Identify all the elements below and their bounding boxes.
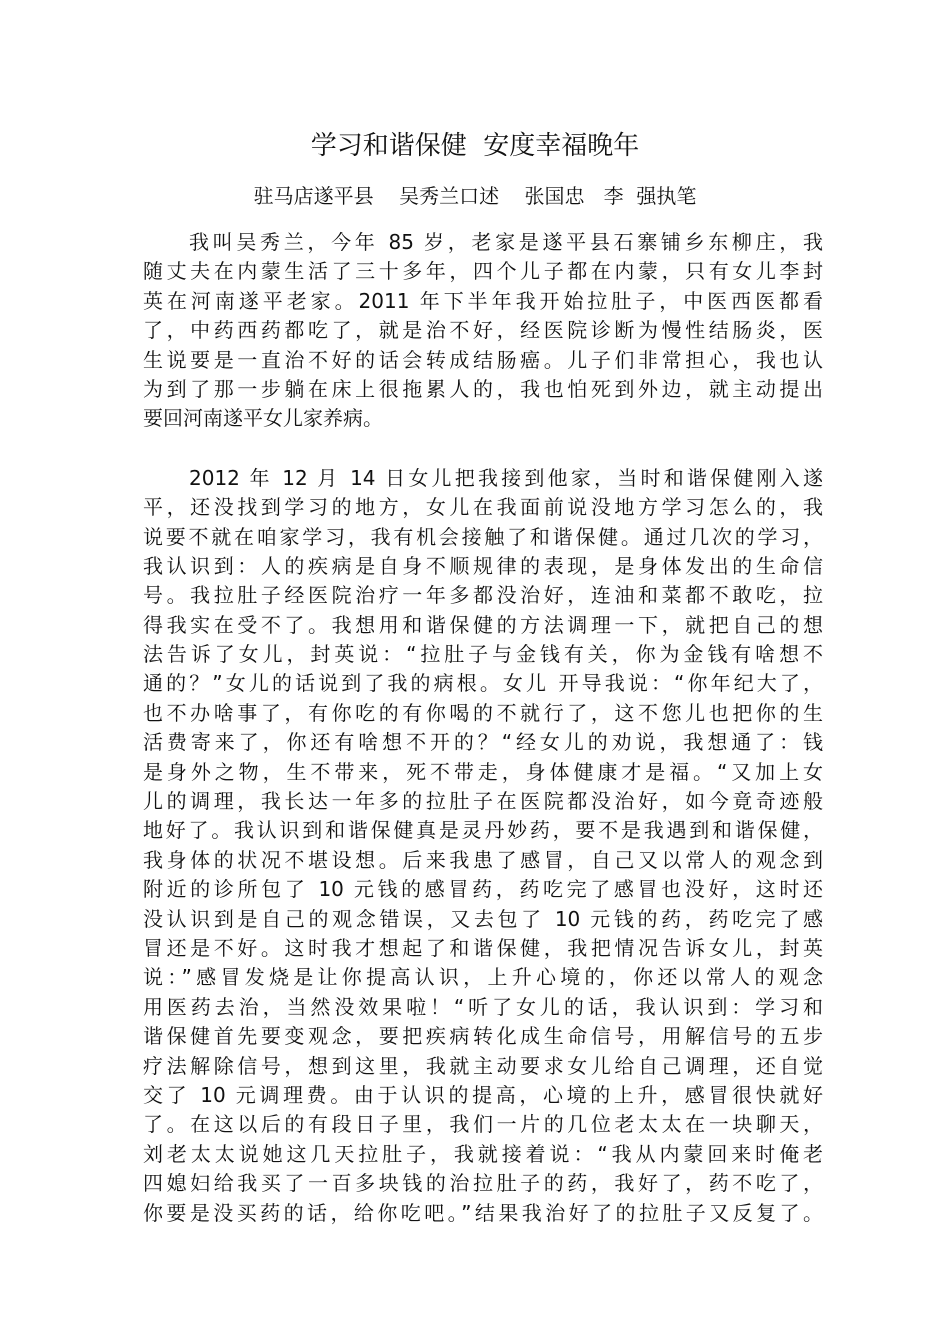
paragraph-line: 2012 年 12 月 14 日女儿把我接到他家，当时和谐保健刚入遂: [189, 465, 823, 490]
paragraph-line: 也不办啥事了，有你吃的有你喝的不就行了，这不您儿也把你的生: [143, 700, 823, 725]
paragraph-line: 说要不就在咱家学习，我有机会接触了和谐保健。通过几次的学习，: [143, 524, 823, 549]
paragraph-line: 平，还没找到学习的地方，女儿在我面前说没地方学习怎么的，我: [143, 495, 823, 520]
paragraph-line: 用医药去治，当然没效果啦！“听了女儿的话，我认识到：学习和: [143, 994, 823, 1019]
paragraph-line: 活费寄来了，你还有啥想不开的？“经女儿的劝说，我想通了：钱: [143, 730, 823, 755]
paragraph-line: 刘老太太说她这几天拉肚子，我就接着说：“我从内蒙回来时俺老: [143, 1141, 823, 1166]
paragraph-line: 没认识到是自己的观念错误，又去包了 10 元钱的药，药吃完了感: [143, 906, 823, 931]
document-byline: 驻马店遂平县 吴秀兰口述 张国忠 李 强执笔: [253, 184, 697, 208]
paragraph-line: 得我实在受不了。我想用和谐保健的方法调理一下，就把自己的想: [143, 612, 823, 637]
paragraph-line: 为到了那一步躺在床上很拖累人的，我也怕死到外边，就主动提出: [143, 376, 823, 401]
paragraph-spacer: [143, 434, 823, 464]
paragraph-line: 说：”感冒发烧是让你提高认识，上升心境的，你还以常人的观念: [143, 965, 823, 990]
paragraph-line: 附近的诊所包了 10 元钱的感冒药，药吃完了感冒也没好，这时还: [143, 877, 823, 902]
paragraph-line: 法告诉了女儿，封英说：“拉肚子与金钱有关，你为金钱有啥想不: [143, 642, 823, 667]
paragraph-line: 了，中药西药都吃了，就是治不好，经医院诊断为慢性结肠炎，医: [143, 318, 823, 343]
paragraph-line: 我认识到：人的疾病是自身不顺规律的表现，是身体发出的生命信: [143, 553, 823, 578]
paragraph-line: 号。我拉肚子经医院治疗一年多都没治好，连油和菜都不敢吃，拉: [143, 583, 823, 608]
paragraph-line: 我叫吴秀兰，今年 85 岁，老家是遂平县石寨铺乡东柳庄，我: [189, 230, 823, 254]
paragraph-line: 冒还是不好。这时我才想起了和谐保健，我把情况告诉女儿，封英: [143, 935, 823, 960]
paragraph-line: 谐保健首先要变观念，要把疾病转化成生命信号，用解信号的五步: [143, 1024, 823, 1049]
document-title: 学习和谐保健 安度幸福晚年: [310, 131, 640, 161]
paragraph-line: 你要是没买药的话，给你吃吧。”结果我治好了的拉肚子又反复了。: [143, 1200, 823, 1225]
paragraph-line: 地好了。我认识到和谐保健真是灵丹妙药，要不是我遇到和谐保健，: [143, 818, 823, 843]
paragraph-line: 随丈夫在内蒙生活了三十多年，四个儿子都在内蒙，只有女儿李封: [143, 259, 823, 284]
paragraph-line: 交了 10 元调理费。由于认识的提高，心境的上升，感冒很快就好: [143, 1082, 823, 1107]
paragraph-line: 通的？”女儿的话说到了我的病根。女儿 开导我说：“你年纪大了，: [143, 671, 823, 696]
document-body: [143, 228, 823, 1228]
paragraph-line: 英在河南遂平老家。2011 年下半年我开始拉肚子，中医西医都看: [143, 288, 823, 313]
paragraph-2: [143, 464, 823, 1228]
paragraph-line: 儿的调理，我长达一年多的拉肚子在医院都没治好，如今竟奇迹般: [143, 789, 823, 814]
paragraph-line: 疗法解除信号，想到这里，我就主动要求女儿给自己调理，还自觉: [143, 1053, 823, 1078]
paragraph-line: 生说要是一直治不好的话会转成结肠癌。儿子们非常担心，我也认: [143, 347, 823, 372]
paragraph-line: 我身体的状况不堪设想。后来我患了感冒，自己又以常人的观念到: [143, 847, 823, 872]
paragraph-line: 了。在这以后的有段日子里，我们一片的几位老太太在一块聊天，: [143, 1112, 823, 1137]
paragraph-line: 是身外之物，生不带来，死不带走，身体健康才是福。“又加上女: [143, 759, 823, 784]
paragraph-line: 要回河南遂平女儿家养病。: [143, 406, 383, 431]
paragraph-1: [143, 228, 823, 434]
paragraph-line: 四媳妇给我买了一百多块钱的治拉肚子的药，我好了，药不吃了，: [143, 1171, 823, 1196]
